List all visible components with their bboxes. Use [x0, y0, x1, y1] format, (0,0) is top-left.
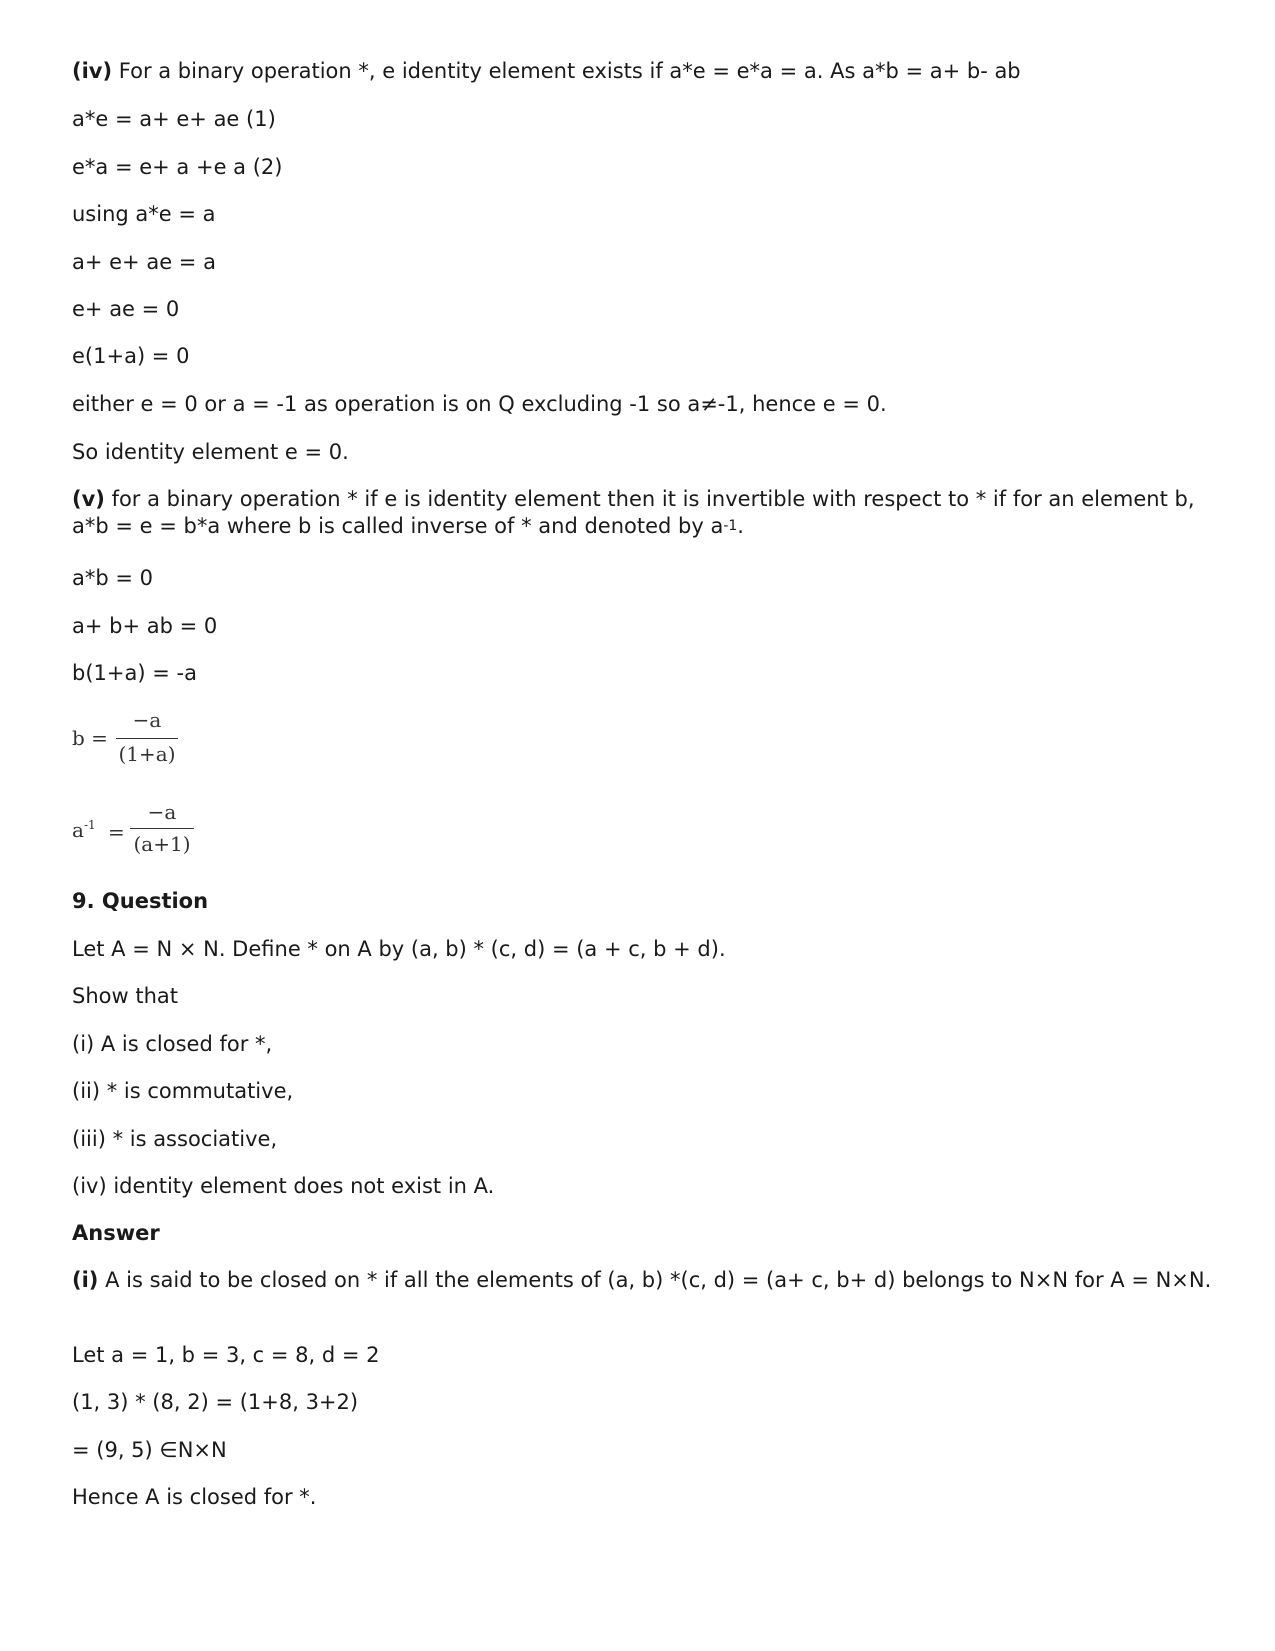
equation-line: b(1+a) = -a [72, 661, 197, 685]
question-item: (i) A is closed for *, [72, 1032, 273, 1056]
formula-inverse-eq: = [108, 820, 125, 844]
equation-line: = (9, 5) ∈N×N [72, 1438, 227, 1462]
equation-line: a*b = 0 [72, 566, 154, 590]
question-text: Let A = N × N. Define * on A by (a, b) * (c, d) = (a + c, b + d). [72, 937, 726, 961]
part-v-intro [72, 486, 1212, 540]
fraction-bar [116, 738, 178, 739]
equation-line: using a*e = a [72, 202, 216, 226]
formula-inverse-denominator: (a+1) [133, 832, 191, 856]
part-v-intro-end: . [737, 514, 744, 538]
formula-b [72, 708, 272, 778]
part-v-label: (v) [72, 487, 105, 511]
text-line: either e = 0 or a = -1 as operation is on Q excluding -1 so a≠-1, hence e = 0. [72, 392, 887, 416]
question-item: (ii) * is commutative, [72, 1079, 294, 1103]
equation-line: a*e = a+ e+ ae (1) [72, 107, 276, 131]
answer-part-i [72, 1267, 1212, 1294]
formula-inverse-numerator: −a [147, 800, 177, 824]
equation-line: a+ e+ ae = a [72, 250, 216, 274]
formula-b-denominator: (1+a) [118, 742, 176, 766]
part-iv-intro [72, 58, 1021, 84]
equation-line: e(1+a) = 0 [72, 344, 190, 368]
conclusion-line: Hence A is closed for *. [72, 1485, 317, 1509]
question-item: (iv) identity element does not exist in A. [72, 1174, 495, 1198]
answer-part-i-label: (i) [72, 1268, 99, 1292]
conclusion-line: So identity element e = 0. [72, 440, 349, 464]
equation-line: e+ ae = 0 [72, 297, 180, 321]
part-iv-label: (iv) [72, 59, 113, 83]
question-heading: 9. Question [72, 889, 209, 913]
formula-inverse-sup: -1 [83, 818, 96, 832]
formula-inverse [72, 800, 292, 870]
fraction-bar [130, 828, 194, 829]
equation-line: a+ b+ ab = 0 [72, 614, 218, 638]
equation-line: Let a = 1, b = 3, c = 8, d = 2 [72, 1343, 380, 1367]
answer-heading: Answer [72, 1221, 160, 1245]
part-iv-intro-text: For a binary operation *, e identity element exists if a*e = e*a = a. As a*b = a+ b- ab [112, 59, 1021, 83]
formula-b-lhs: b = [72, 726, 108, 750]
question-text: Show that [72, 984, 178, 1008]
formula-inverse-lhs: $a^{-1}$ [72, 818, 96, 842]
inverse-superscript: -1 [723, 518, 738, 534]
answer-part-i-text: A is said to be closed on * if all the elements of (a, b) *(c, d) = (a+ c, b+ d) belongs to N×N for A = N×N. [98, 1268, 1212, 1292]
question-item: (iii) * is associative, [72, 1127, 278, 1151]
part-v-intro-text: for a binary operation * if e is identity element then it is invertible with respect to * if for an element b, a*b = e = b*a where b is called inverse of * and denoted by a [72, 487, 1195, 538]
equation-line: e*a = e+ a +e a (2) [72, 155, 283, 179]
equation-line: (1, 3) * (8, 2) = (1+8, 3+2) [72, 1390, 359, 1414]
formula-b-numerator: −a [132, 708, 162, 732]
